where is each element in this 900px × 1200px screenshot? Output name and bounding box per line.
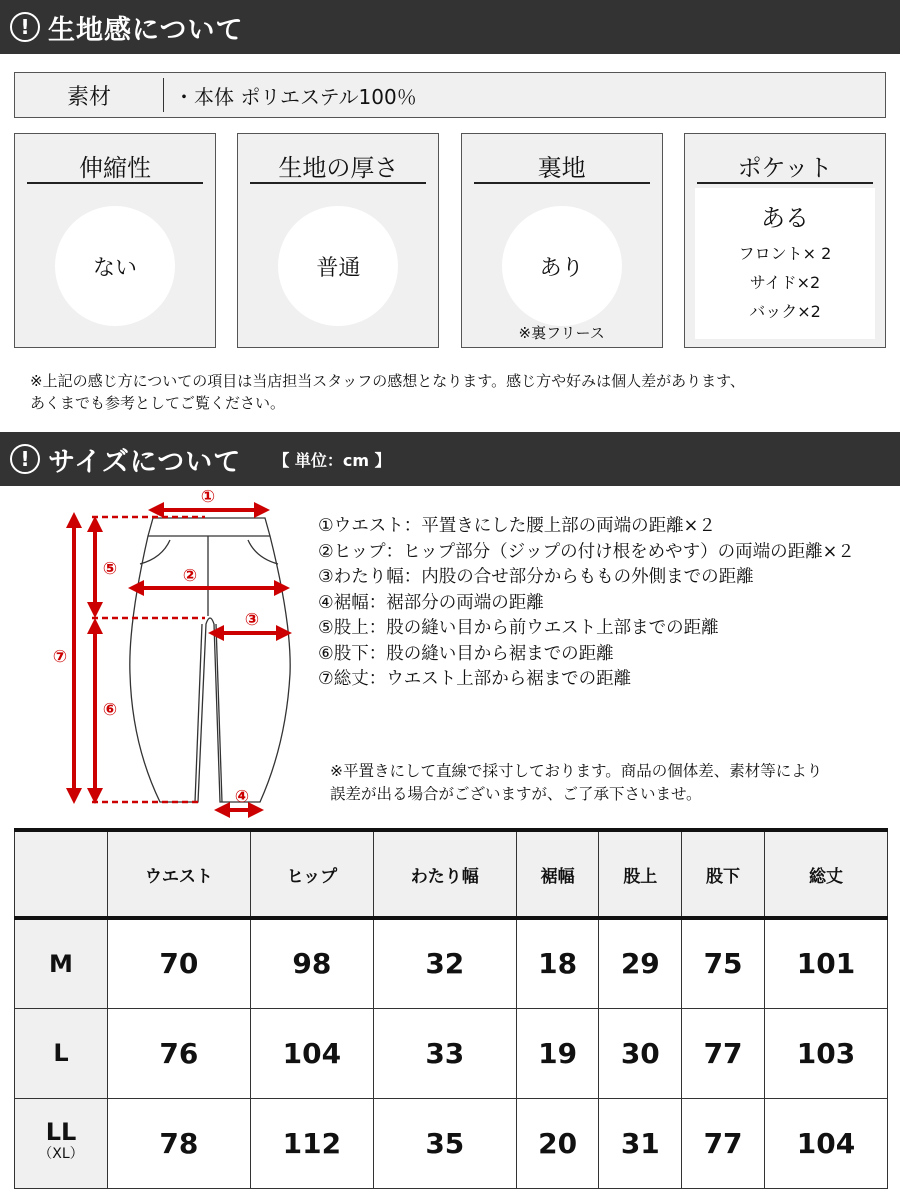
card-title: 伸縮性 [79,154,151,182]
table-cell: 77 [682,1098,765,1188]
divider [250,182,426,184]
material-row [14,72,886,118]
table-cell: 98 [250,918,373,1008]
card-stretch [14,133,216,348]
column-header: 股下 [682,830,765,918]
legend-item: ③わたり幅：内股の合せ部分からももの外側までの距離 [318,567,754,587]
material-label: 素材 [66,84,111,110]
table-header-row [15,830,888,918]
exclamation-circle-icon: ! [10,12,40,42]
table-cell: 77 [682,1008,765,1098]
size-alt-name: （XL） [38,1146,84,1162]
note-line: 誤差が出る場合がございますが、ご了承下さいませ。 [330,785,702,803]
card-value: ない [55,206,175,326]
size-section-title: サイズについて [48,446,242,478]
size-label: M [15,918,108,1008]
card-value: あり [502,206,622,326]
marker-7: ⑦ [52,647,68,667]
column-header: ウエスト [108,830,251,918]
fabric-feature-cards [14,133,886,348]
marker-6: ⑥ [102,700,118,720]
card-pocket [684,133,886,348]
fabric-disclaimer [30,370,745,414]
card-title: 裏地 [537,154,586,182]
pocket-detail: バック×2 [749,302,821,321]
measurement-note [330,760,822,806]
measurement-legend [318,514,855,693]
legend-item: ④裾幅：裾部分の両端の距離 [318,592,544,613]
legend-item: ②ヒップ：ヒップ部分（ジップの付け根をめやす）の両端の距離×２ [318,541,855,562]
column-header: 裾幅 [516,830,599,918]
marker-4: ④ [234,787,250,807]
disclaimer-line: ※上記の感じ方についての項目は当店担当スタッフの感想となります。感じ方や好みは個人差があります、 [30,372,745,390]
note-line: ※平置きにして直線で採寸しております。商品の個体差、素材等により [330,762,823,780]
table-row [15,918,888,1008]
table-cell: 76 [108,1008,251,1098]
pocket-detail: フロント× 2 [738,244,832,263]
legend-item: ⑤股上：股の縫い目から前ウエスト上部までの距離 [318,618,719,638]
table-cell: 32 [373,918,516,1008]
size-name: LL [45,1118,77,1146]
pants-measurement-diagram [0,484,310,820]
marker-2: ② [182,566,198,586]
legend-item: ①ウエスト：平置きにした腰上部の両端の距離×２ [318,516,716,536]
column-header: ヒップ [250,830,373,918]
column-header: 総丈 [764,830,887,918]
marker-3: ③ [244,610,260,630]
unit-label: 【 単位：cm 】 [273,450,391,470]
table-cell: 104 [764,1098,887,1188]
table-cell: 104 [250,1008,373,1098]
legend-item: ⑦総丈：ウエスト上部から裾までの距離 [318,669,632,689]
divider [27,182,203,184]
size-section-header [0,432,900,486]
table-cell: 18 [516,918,599,1008]
legend-item: ⑥股下：股の縫い目から裾までの距離 [318,643,614,664]
table-cell: 75 [682,918,765,1008]
table-cell: 30 [599,1008,682,1098]
column-header: 股上 [599,830,682,918]
divider [697,182,873,184]
exclamation-circle-icon: ! [10,444,40,474]
column-header: わたり幅 [373,830,516,918]
material-value: ・本体 ポリエステル100％ [174,84,417,109]
pocket-details [695,188,875,339]
table-cell: 29 [599,918,682,1008]
card-thickness [237,133,439,348]
size-label: L [15,1008,108,1098]
table-cell: 78 [108,1098,251,1188]
table-cell: 112 [250,1098,373,1188]
table-cell: 19 [516,1008,599,1098]
pocket-detail: サイド×2 [749,273,821,292]
table-row [15,1008,888,1098]
card-note: ※裏フリース [518,324,605,342]
card-title: ポケット [737,154,833,182]
table-row [15,1098,888,1188]
marker-1: ① [200,487,216,507]
fabric-section-header [0,0,900,54]
card-value: ある [760,204,809,232]
table-cell: 31 [599,1098,682,1188]
fabric-section-title: 生地感について [48,14,244,46]
table-cell: 101 [764,918,887,1008]
size-label [15,1098,108,1188]
table-cell: 103 [764,1008,887,1098]
table-cell: 70 [108,918,251,1008]
table-cell: 33 [373,1008,516,1098]
marker-5: ⑤ [102,559,118,579]
card-value: 普通 [278,206,398,326]
disclaimer-line: あくまでも参考としてご覧ください。 [30,394,286,412]
table-cell: 20 [516,1098,599,1188]
table-cell: 35 [373,1098,516,1188]
size-table [14,828,888,1189]
divider [474,182,650,184]
column-header [15,830,108,918]
card-lining [461,133,663,348]
card-title: 生地の厚さ [278,154,399,182]
